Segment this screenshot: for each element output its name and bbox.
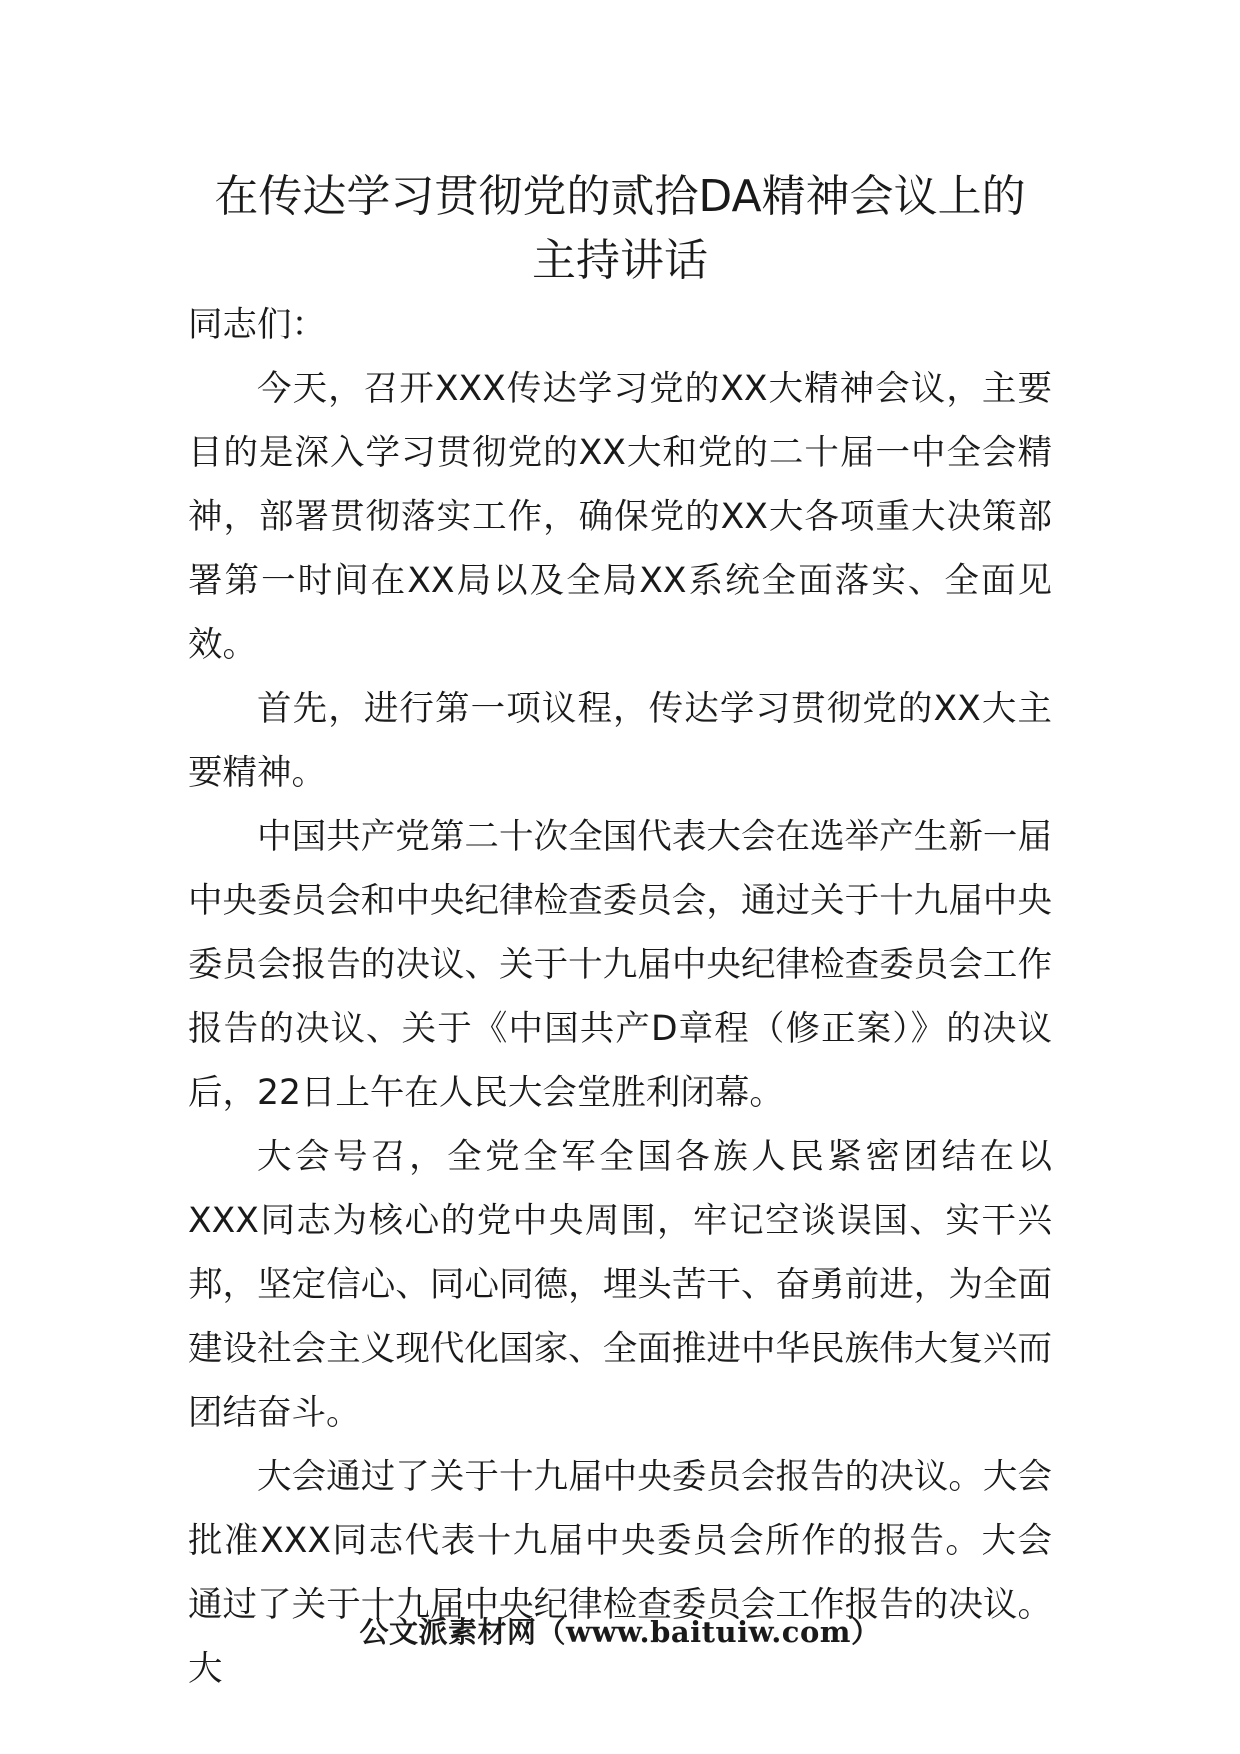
title-line-1: 在传达学习贯彻党的贰拾DA精神会议上的 <box>214 171 1026 222</box>
paragraph-5: 大会通过了关于十九届中央委员会报告的决议。大会批准XXX同志代表十九届中央委员会所作的报告。大会通过了关于十九届中央纪律检查委员会工作报告的决议。大 <box>188 1457 1052 1689</box>
paragraph-4: 大会号召，全党全军全国各族人民紧密团结在以XXX同志为核心的党中央周围，牢记空谈误国、实干兴邦，坚定信心、同心同德，埋头苦干、奋勇前进，为全面建设社会主义现代化国家、全面推进中华民族伟大复兴而团结奋斗。 <box>188 1137 1052 1433</box>
document-title <box>188 165 1052 293</box>
salutation: 同志们： <box>188 305 326 345</box>
paragraph-1: 今天，召开XXX传达学习党的XX大精神会议，主要目的是深入学习贯彻党的XX大和党的二十届一中全会精神，部署贯彻落实工作，确保党的XX大各项重大决策部署第一时间在XX局以及全局XX系统全面落实、全面见效。 <box>188 369 1052 665</box>
paragraph-3: 中国共产党第二十次全国代表大会在选举产生新一届中央委员会和中央纪律检查委员会，通过关于十九届中央委员会报告的决议、关于十九届中央纪律检查委员会工作报告的决议、关于《中国共产D章程（修正案）》的决议后，22日上午在人民大会堂胜利闭幕。 <box>188 817 1052 1113</box>
document-page <box>188 0 1052 1701</box>
title-line-2: 主持讲话 <box>532 235 708 286</box>
paragraph-2: 首先，进行第一项议程，传达学习贯彻党的XX大主要精神。 <box>188 689 1052 793</box>
footer-watermark: 公文派素材网（www.baituiw.com） <box>359 1615 881 1649</box>
